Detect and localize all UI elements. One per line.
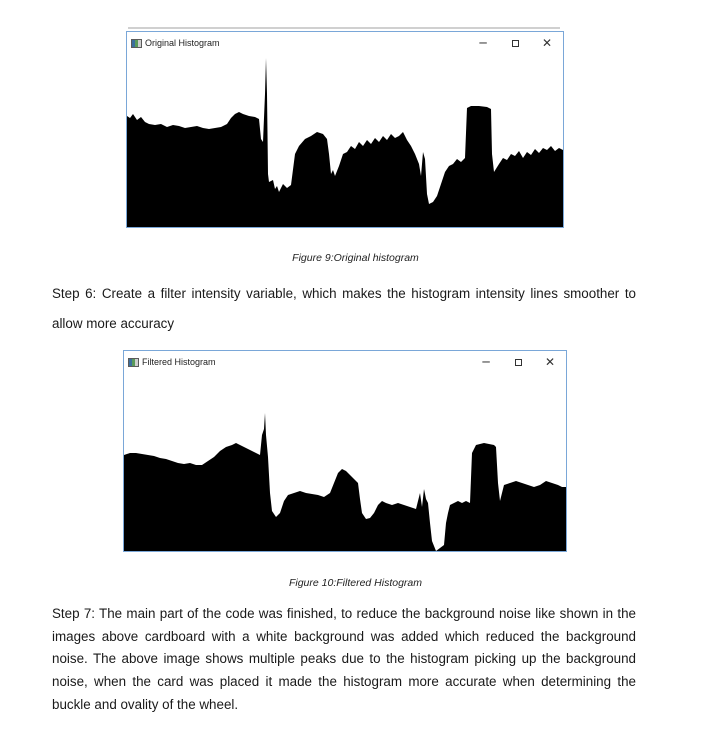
original-histogram-graph: [127, 54, 563, 227]
filtered-histogram-graph: [124, 373, 566, 551]
minimize-button[interactable]: ─: [482, 355, 490, 369]
figure-10-caption: Figure 10:Filtered Histogram: [288, 577, 423, 589]
title-bar: [127, 32, 563, 54]
original-histogram-window: [126, 31, 564, 228]
maximize-icon: [515, 359, 522, 366]
maximize-button[interactable]: [499, 32, 531, 54]
histogram-plot: [124, 373, 566, 551]
close-button[interactable]: ✕: [544, 355, 556, 369]
maximize-button[interactable]: [502, 351, 534, 373]
cropped-strip: [128, 27, 560, 29]
minimize-button[interactable]: ─: [479, 36, 487, 50]
maximize-icon: [512, 40, 519, 47]
close-button[interactable]: ✕: [541, 36, 553, 50]
step-6-paragraph: Step 6: Create a filter intensity variable, which makes the histogram intensity lines smoother to allow more accuracy: [52, 286, 636, 331]
app-icon: [128, 358, 139, 367]
step-7-paragraph: Step 7: The main part of the code was finished, to reduce the background noise like shown in the images above cardboard with a white background was added which reduced the background noise. The above image shows multiple peaks due to the histogram picking up the background noise, when the card was placed it made the histogram more accurate when determining the buckle and ovality of the wheel.: [52, 606, 636, 712]
histogram-plot: [127, 54, 563, 227]
window-title: Original Histogram: [145, 38, 220, 48]
window-title: Filtered Histogram: [142, 357, 216, 367]
title-bar: [124, 351, 566, 373]
figure-9-caption: Figure 9:Original histogram: [292, 252, 419, 264]
app-icon: [131, 39, 142, 48]
filtered-histogram-window: [123, 350, 567, 552]
